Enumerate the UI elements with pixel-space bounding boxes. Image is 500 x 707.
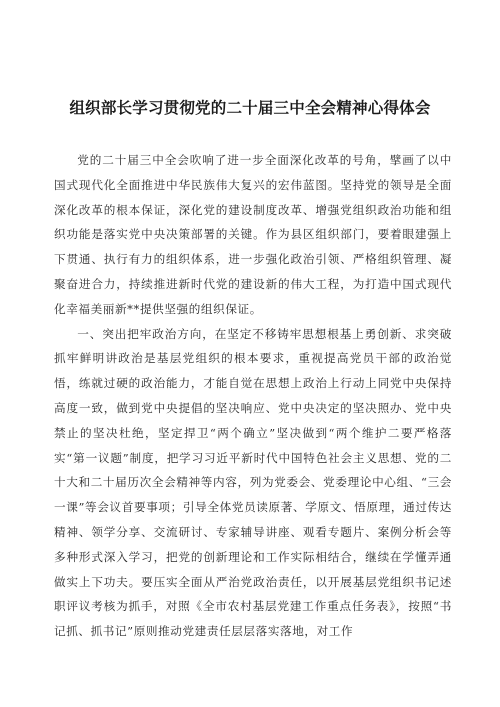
document-body xyxy=(54,148,452,644)
paragraph-intro: 党的二十届三中全会吹响了进一步全面深化改革的号角，擘画了以中国式现代化全面推进中华民族伟大复兴的宏伟蓝图。坚持党的领导是全面深化改革的根本保证，深化党的建设制度改革、增强党组织政治功能和组织功能是落实党中央决策部署的关键。作为县区组织部门，要着眼建强上下贯通、执行有力的组织体系，进一步强化政治引领、严格组织管理、凝聚奋进合力，持续推进新时代党的建设新的伟大工程，为打造中国式现代化幸福美丽新**提供坚强的组织保证。 xyxy=(54,153,452,316)
paragraph-section-one: 一、突出把牢政治方向，在坚定不移铸牢思想根基上勇创新、求突破抓牢鲜明讲政治是基层党组织的根本要求，重视提高党员干部的政治觉悟，练就过硬的政治能力，才能自觉在思想上政治上行动上同党中央保持高度一致，做到党中央提倡的坚决响应、党中央决定的坚决照办、党中央禁止的坚决杜绝，坚定捍卫“两个确立”坚决做到“两个维护二要严格落实“第一议题”制度，把学习习近平新时代中国特色社会主义思想、党的二十大和二十届历次全会精神等内容，列为党委会、党委理论中心组、“三会一课”等会议首要事项；引导全体党员读原著、学原文、悟原理，通过传达精神、领学分享、交流研讨、专家辅导讲座、观看专题片、案例分析会等多种形式深入学习，把党的创新理论和工作实际相结合，继续在学懂弄通做实上下功夫。要压实全面从严治党政治责任，以开展基层党组织书记述职评议考核为抓手，对照《全市农村基层党建工作重点任务表》，按照“书记抓、抓书记”原则推动党建责任层层落实落地，对工作 xyxy=(54,326,452,639)
document-title: 组织部长学习贯彻党的二十届三中全会精神心得体会 xyxy=(69,99,431,117)
